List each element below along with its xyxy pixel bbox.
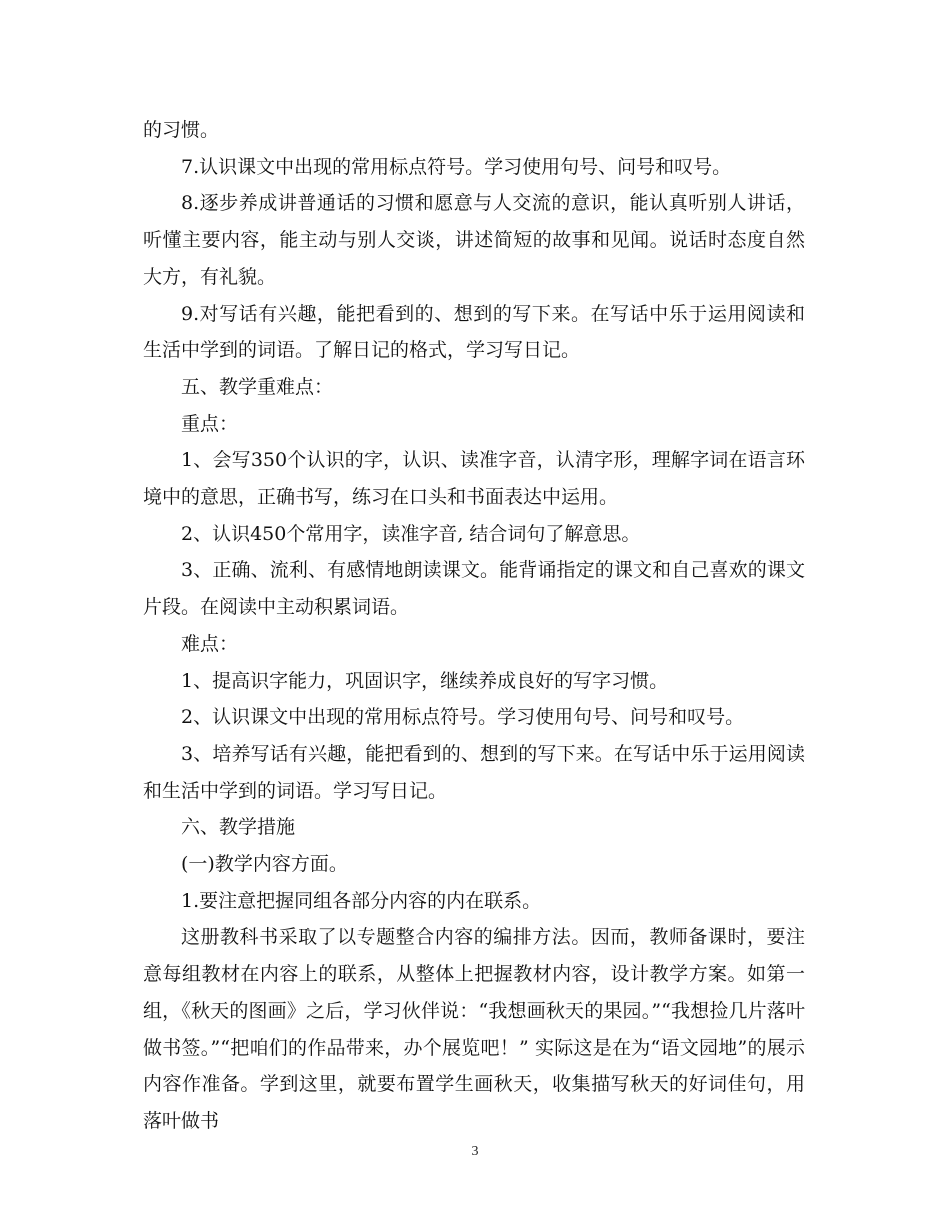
section-heading-teaching-measures: 六、教学措施 [181, 816, 296, 839]
paragraph-item-8: 8.逐步养成讲普通话的习惯和愿意与人交流的意识，能认真听别人讲话，听懂主要内容，能主动与别人交谈，讲述简短的故事和见闻。说话时态度自然大方，有礼貌。 [143, 192, 805, 288]
subheading-difficult-points: 难点： [181, 632, 239, 655]
page-number: 3 [471, 1144, 479, 1159]
key-point-1: 1、会写350个认识的字，认识、读准字音，认清字形，理解字词在语言环境中的意思，正确书写，练习在口头和书面表达中运用。 [143, 449, 805, 509]
subsection-heading-teaching-content: (一)教学内容方面。 [181, 853, 348, 876]
body-paragraph: 这册教科书采取了以专题整合内容的编排方法。因而，教师备课时，要注意每组教材在内容上的联系，从整体上把握教材内容，设计教学方案。如第一组，《秋天的图画》之后，学习伙伴说：“我想画秋天的果园。”“我想捡几片落叶做书签。”“把咱们的作品带来，办个展览吧！” 实际这是在为“语文园地”的展示内容作准备。学到这里，就要布置学生画秋天，收集描写秋天的好词佳句，用落叶做书 [143, 926, 805, 1132]
difficult-point-1: 1、提高识字能力，巩固识字，继续养成良好的写字习惯。 [181, 669, 669, 692]
key-point-2: 2、认识450个常用字，读准字音, 结合词句了解意思。 [181, 522, 641, 545]
measure-item-1: 1.要注意把握同组各部分内容的内在联系。 [181, 889, 542, 912]
key-point-3: 3、正确、流利、有感情地朗读课文。能背诵指定的课文和自己喜欢的课文片段。在阅读中主动积累词语。 [143, 559, 805, 619]
difficult-point-3: 3、培养写话有兴趣，能把看到的、想到的写下来。在写话中乐于运用阅读和生活中学到的词语。学习写日记。 [143, 742, 805, 802]
subheading-key-points: 重点： [181, 412, 239, 435]
document-body [143, 112, 805, 1140]
paragraph-continuation: 的习惯。 [143, 119, 220, 141]
paragraph-item-7: 7.认识课文中出现的常用标点符号。学习使用句号、问号和叹号。 [181, 155, 732, 178]
difficult-point-2: 2、认识课文中出现的常用标点符号。学习使用句号、问号和叹号。 [181, 706, 745, 729]
section-heading-key-difficult-points: 五、教学重难点： [181, 375, 334, 398]
paragraph-item-9: 9.对写话有兴趣，能把看到的、想到的写下来。在写话中乐于运用阅读和生活中学到的词语。了解日记的格式，学习写日记。 [143, 302, 805, 362]
